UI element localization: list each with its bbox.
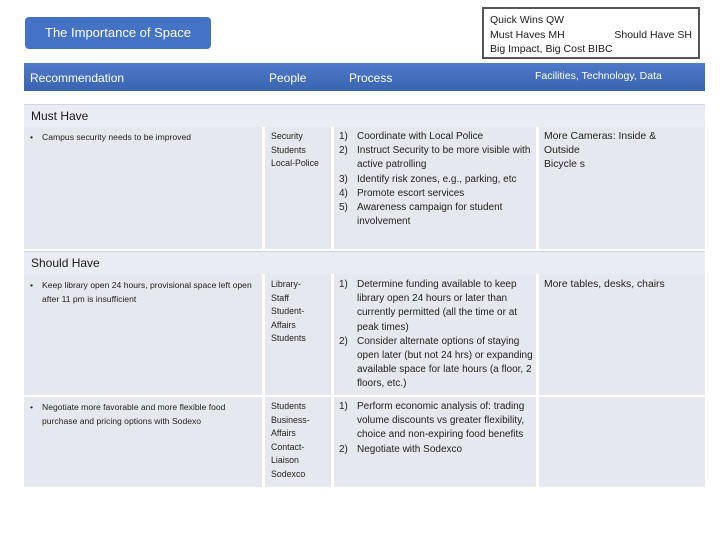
legend-must-haves: Must Haves MH <box>490 28 565 41</box>
row3-recommendation: • Negotiate more favorable and more flexible food purchase and pricing options with Sodexo <box>30 402 226 426</box>
row2-facilities: More tables, desks, chairs <box>544 279 665 290</box>
legend-big-impact: Big Impact, Big Cost BIBC <box>490 43 613 55</box>
row1-recommendation: • Campus security needs to be improved <box>30 132 192 142</box>
header-process: Process <box>349 71 393 85</box>
row2-recommendation: • Keep library open 24 hours, provisional space left open after 11 pm is insufficient <box>30 280 252 304</box>
priority-legend <box>482 7 700 59</box>
row1-people: Security Students Local-Police <box>271 131 319 168</box>
row3-people: Students Business- Affairs Contact- Liaison Sodexco <box>271 401 310 479</box>
header-people: People <box>269 71 307 85</box>
row1-process: 1) Coordinate with Local Police 2) Instruct Security to be more visible with active patrolling 3) Identify risk zones, e.g., parking, etc 4) Promote escort services 5) Awareness campaign for student involvement <box>339 131 531 228</box>
row2-process: 1) Determine funding available to keep library open 24 hours or later than currently permitted (all the time or at peak times) 2) Consider alternate options of staying open later (but not 24 hrs) or expanding available space for late hours (a floor, 2 floors, etc.) <box>339 279 533 390</box>
header-facilities: Facilities, Technology, Data <box>535 70 662 82</box>
table-header <box>24 63 705 91</box>
row3-process: 1) Perform economic analysis of: trading volume discounts vs greater flexibility, choice and non-expiring food benefits 2) Negotiate with Sodexco <box>339 401 525 455</box>
section-must-have: Must Have <box>24 104 705 127</box>
header-recommendation: Recommendation <box>30 71 125 85</box>
row2-people: Library- Staff Student- Affairs Students <box>271 279 306 343</box>
legend-quick-wins: Quick Wins QW <box>490 14 565 26</box>
legend-should-have: Should Have SH <box>614 28 692 41</box>
slide-title: The Importance of Space <box>25 17 211 49</box>
row1-facilities: More Cameras: Inside & Outside Bicycle s <box>544 131 657 170</box>
section-should-have: Should Have <box>24 251 705 274</box>
